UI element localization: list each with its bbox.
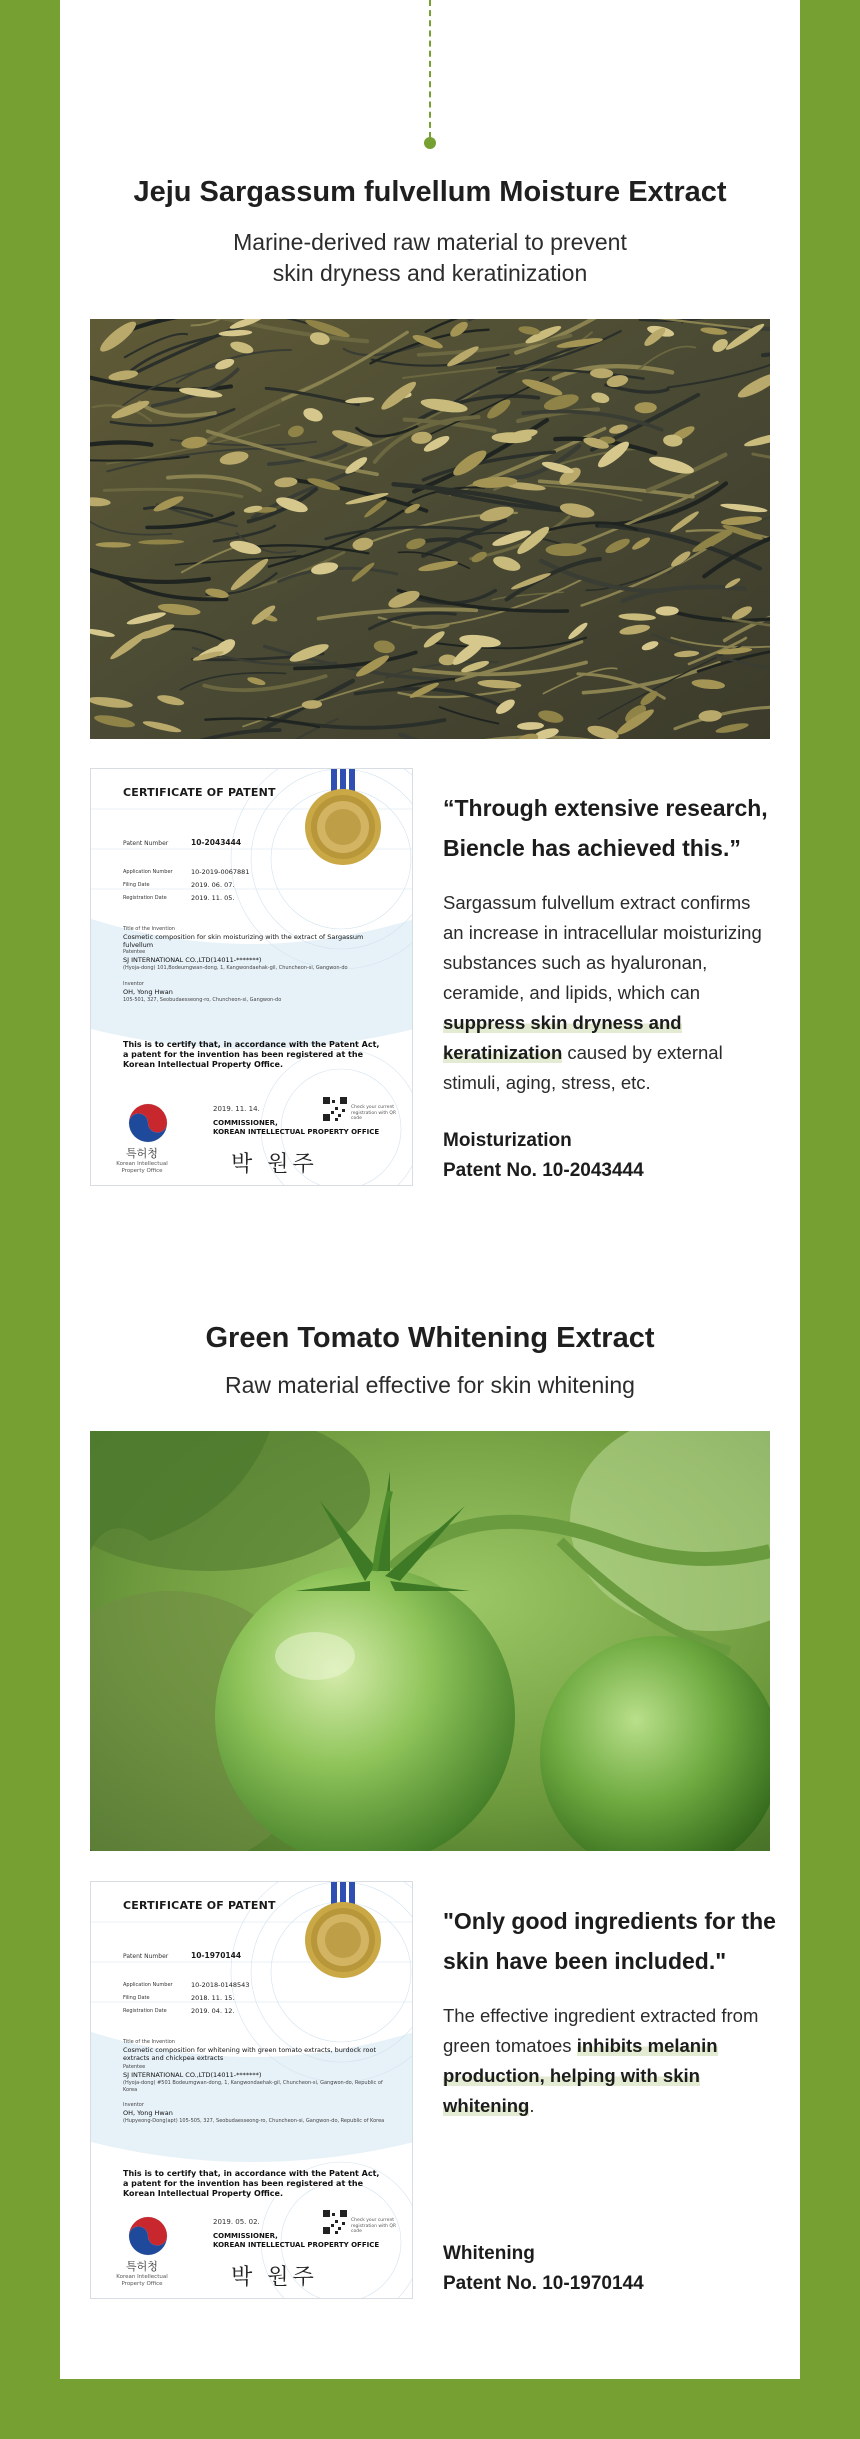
patent-number-value: 10-2043444 [191, 838, 242, 847]
invention-label: Title of the Invention [123, 2039, 175, 2045]
section-subtitle-sargassum [60, 227, 800, 289]
description-text: caused by external stimuli, aging, stress, etc. [443, 1042, 723, 1093]
inventor-name: OH, Yong Hwan [123, 2109, 173, 2117]
qr-code-icon [323, 2210, 347, 2234]
inventor-address: (Hupyeong-Dong)apt) 105-505, 327, Seobudaesseong-ro, Chuncheon-si, Gangwon-do, Republic of Korea [123, 2118, 385, 2124]
patent-certificate-moisturization [90, 768, 413, 1186]
patent-category: Moisturization [443, 1130, 572, 1151]
description-text: The effective ingredient extracted from green tomatoes [443, 2005, 759, 2056]
highlighted-benefit: inhibits melanin production, helping with skin whitening [443, 2035, 718, 2116]
sargassum-seaweed-photo [90, 319, 770, 739]
qr-code-icon [323, 1097, 347, 1121]
patent-category: Whitening [443, 2243, 535, 2264]
section-subtitle-green-tomato [60, 1370, 800, 1401]
subtitle-line: Marine-derived raw material to prevent [233, 229, 627, 255]
registration-date-value: 2019. 11. 05. [191, 894, 235, 902]
content-panel [60, 0, 800, 2379]
connector-dot [424, 137, 436, 149]
patent-number: Patent No. 10-2043444 [443, 1160, 644, 1181]
seaweed-image [90, 319, 770, 739]
qr-note: Check your current registration with QR code [351, 2218, 397, 2234]
description-sargassum [443, 888, 773, 1098]
registration-date-label: Registration Date [123, 2008, 167, 2014]
commissioner-signature: 박 원주 [231, 1152, 318, 1177]
gold-seal-icon [305, 789, 381, 865]
patentee-name: SJ INTERNATIONAL CO.,LTD(14011-*******) [123, 956, 262, 964]
patentee-label: Patentee [123, 2064, 146, 2070]
office-name-korean: 특허청 [126, 1147, 158, 1160]
patentee-label: Patentee [123, 949, 146, 955]
filing-date-value: 2019. 06. 07. [191, 881, 235, 889]
green-tomato-photo [90, 1431, 770, 1851]
commissioner-title [213, 2232, 379, 2250]
filing-date-label: Filing Date [123, 882, 150, 888]
certificate-heading: CERTIFICATE OF PATENT [123, 1899, 276, 1912]
office-name-english: Korean Intellectual Property Office [116, 1161, 168, 1174]
patentee-address: (Hyoja-dong) 101,Bodeumgwan-dong, 1, Kangwondaehak-gil, Chuncheon-si, Gangwon-do [123, 965, 348, 971]
description-green-tomato [443, 2001, 773, 2121]
office-name-english: Korean Intellectual Property Office [116, 2274, 168, 2287]
issue-date: 2019. 11. 14. [213, 1105, 260, 1113]
patent-info-sargassum [443, 1126, 763, 1186]
application-number-value: 10-2018-0148543 [191, 1981, 250, 1989]
inventor-label: Inventor [123, 2102, 144, 2108]
subtitle-line: Raw material effective for skin whitening [225, 1372, 635, 1398]
filing-date-label: Filing Date [123, 1995, 150, 2001]
inventor-address: 105-501, 327, Seobudaesseong-ro, Chuncheon-si, Gangwon-do [123, 997, 282, 1003]
patent-number-label: Patent Number [123, 840, 169, 847]
certify-statement: This is to certify that, in accordance with the Patent Act, a patent for the invention has been registered at the Korean Intellectual Property Office. [123, 2169, 380, 2198]
description-text: . [529, 2095, 535, 2116]
patent-info-green-tomato [443, 2239, 763, 2299]
issue-date: 2019. 05. 02. [213, 2218, 260, 2226]
dashed-connector-line [429, 0, 431, 138]
commissioner-line: COMMISSIONER, [213, 2232, 278, 2240]
office-name-korean: 특허청 [126, 2260, 158, 2273]
patentee-address: (Hyoja-dong) #501 Bodeumgwan-dong, 1, Kangwondaehak-gil, Chuncheon-si, Gangwon-do, Republic of Korea [123, 2080, 383, 2093]
quote-green-tomato: "Only good ingredients for the skin have been included." [443, 1908, 776, 1974]
invention-title: Cosmetic composition for skin moisturizing with the extract of Sargassum fulvellum [123, 933, 364, 949]
subtitle-line: skin dryness and keratinization [272, 260, 588, 286]
application-number-value: 10-2019-0067881 [191, 868, 250, 876]
commissioner-signature: 박 원주 [231, 2265, 318, 2290]
kipo-logo-icon [129, 2217, 167, 2255]
registration-date-value: 2019. 04. 12. [191, 2007, 235, 2015]
commissioner-line: KOREAN INTELLECTUAL PROPERTY OFFICE [213, 2241, 380, 2249]
filing-date-value: 2018. 11. 15. [191, 1994, 235, 2002]
tomato-image [90, 1431, 770, 1851]
invention-title: Cosmetic composition for whitening with green tomato extracts, burdock root extracts and chickpea extracts [123, 2046, 376, 2062]
gold-seal-icon [305, 1902, 381, 1978]
qr-note: Check your current registration with QR code [351, 1105, 397, 1121]
description-text: Sargassum fulvellum extract confirms an increase in intracellular moisturizing substances such as hyaluronan, ceramide, and lipids, which can [443, 892, 762, 1003]
application-number-label: Application Number [123, 869, 173, 875]
commissioner-line: COMMISSIONER, [213, 1119, 278, 1127]
patent-number-value: 10-1970144 [191, 1951, 242, 1960]
highlighted-benefit: suppress skin dryness and keratinization [443, 1012, 682, 1063]
patent-number-label: Patent Number [123, 1953, 169, 1960]
registration-date-label: Registration Date [123, 895, 167, 901]
patent-certificate-whitening [90, 1881, 413, 2299]
kipo-logo-icon [129, 1104, 167, 1142]
patentee-name: SJ INTERNATIONAL CO.,LTD(14011-*******) [123, 2071, 262, 2079]
quote-sargassum: “Through extensive research, Biencle has achieved this.” [443, 795, 768, 861]
certify-statement: This is to certify that, in accordance with the Patent Act, a patent for the invention has been registered at the Korean Intellectual Property Office. [123, 1040, 380, 1069]
commissioner-title [213, 1119, 379, 1137]
section-title-sargassum: Jeju Sargassum fulvellum Moisture Extract [133, 176, 727, 208]
section-title-green-tomato: Green Tomato Whitening Extract [205, 1322, 655, 1354]
commissioner-line: KOREAN INTELLECTUAL PROPERTY OFFICE [213, 1128, 380, 1136]
application-number-label: Application Number [123, 1982, 173, 1988]
invention-label: Title of the Invention [123, 926, 175, 932]
patent-number: Patent No. 10-1970144 [443, 2273, 644, 2294]
certificate-heading: CERTIFICATE OF PATENT [123, 786, 276, 799]
inventor-label: Inventor [123, 981, 144, 987]
inventor-name: OH, Yong Hwan [123, 988, 173, 996]
